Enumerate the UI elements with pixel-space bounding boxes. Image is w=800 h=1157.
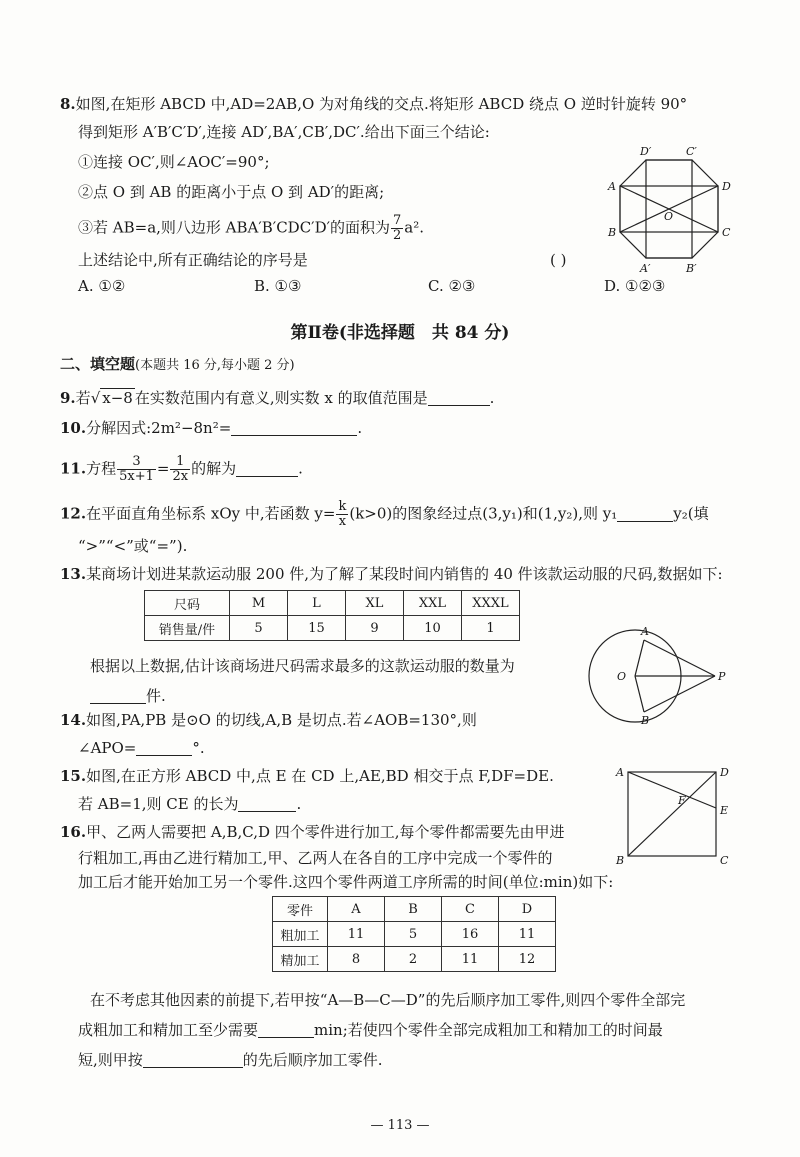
label-b: B: [641, 714, 650, 727]
q8-line1: 8.如图,在矩形 ABCD 中,AD=2AB,O 为对角线的交点.将矩形 ABCD 绕点 O 逆时针旋转 90°: [60, 95, 688, 113]
label-b: B: [608, 226, 617, 239]
table-cell: 1: [462, 616, 520, 641]
q15-line2: 若 AB=1,则 CE 的长为 .: [78, 795, 302, 813]
label-f: F: [678, 794, 686, 807]
radius-oa: [635, 640, 644, 676]
label-c: C: [720, 854, 729, 866]
table-header-cell: B: [385, 897, 442, 922]
q16-line6: 短,则甲按 的先后顺序加工零件.: [78, 1051, 383, 1069]
label-c: C: [722, 226, 731, 239]
q16-answer-blank-1[interactable]: [258, 1022, 314, 1038]
label-b: B: [616, 854, 625, 866]
q8-option-d: D. ①②③: [604, 277, 666, 295]
table-header-cell: C: [442, 897, 499, 922]
table-header-cell: D: [499, 897, 556, 922]
table-header-cell: XXXL: [462, 591, 520, 616]
q8-option-b: B. ①③: [254, 277, 302, 295]
table-cell: 2: [385, 947, 442, 972]
q16-line5: 成粗加工和精加工至少需要 min;若使四个零件全部完成粗加工和精加工的时间最: [78, 1021, 663, 1039]
table-cell: 精加工: [273, 947, 328, 972]
q9-answer-blank[interactable]: [428, 390, 490, 406]
q13-answer-blank[interactable]: [90, 688, 146, 704]
table-header-cell: M: [230, 591, 288, 616]
q14-line2: ∠APO= °.: [78, 739, 205, 757]
q12-answer-blank[interactable]: [617, 506, 673, 522]
table-cell: 11: [442, 947, 499, 972]
part2-heading: 二、填空题(本题共 16 分,每小题 2 分): [60, 355, 295, 373]
label-p: P: [718, 670, 726, 683]
q11-answer-blank[interactable]: [236, 461, 298, 477]
label-d: D: [722, 180, 731, 193]
label-a: A: [616, 766, 624, 779]
q8-conclusion-3: ③若 AB=a,则八边形 ABA′B′CDC′D′的面积为 $\frac{7}{2}$ a².: [78, 213, 425, 243]
table-header-cell: 零件: [273, 897, 328, 922]
page-number: — 113 —: [370, 1118, 430, 1133]
q15-square-figure: [612, 762, 732, 866]
q16-line3: 加工后才能开始加工另一个零件.这四个零件两道工序所需的时间(单位:min)如下:: [78, 873, 614, 891]
q15: 15.如图,在正方形 ABCD 中,点 E 在 CD 上,AE,BD 相交于点 F,DF=DE.: [60, 767, 554, 785]
q13-line3: 件.: [90, 686, 166, 706]
q16: 16.甲、乙两人需要把 A,B,C,D 四个零件进行加工,每个零件都需要先由甲进: [60, 823, 565, 841]
tangent-pb: [644, 676, 715, 712]
label-o: O: [664, 210, 674, 223]
label-a: A: [608, 180, 616, 193]
q14-answer-blank[interactable]: [136, 740, 192, 756]
q11: 11.方程 $\frac{3}{5x+1}$ = $\frac{1}{2x}$ 的解为 .: [60, 454, 303, 484]
table-cell: 10: [404, 616, 462, 641]
table-cell: 16: [442, 922, 499, 947]
table-cell: 11: [328, 922, 385, 947]
table-header-cell: XXL: [404, 591, 462, 616]
table-cell: 11: [499, 922, 556, 947]
label-b-prime: B′: [686, 262, 697, 275]
q14-circle-figure: [585, 622, 735, 728]
q9: 9.若√ x−8 在实数范围内有意义,则实数 x 的取值范围是 .: [60, 389, 495, 407]
label-a-prime: A′: [640, 262, 651, 275]
label-c-prime: C′: [686, 145, 697, 158]
table-cell: 12: [499, 947, 556, 972]
q9-radicand: x−8: [102, 389, 133, 407]
q8-octagon-figure: [600, 140, 740, 280]
q16-line2: 行粗加工,再由乙进行精加工,甲、乙两人在各自的工序中完成一个零件的: [78, 849, 553, 867]
q16-time-table: [272, 896, 556, 972]
q13-line2: 根据以上数据,估计该商场进尺码需求最多的这款运动服的数量为: [90, 657, 515, 675]
q8-number: 8.: [60, 95, 76, 113]
q8-conclusion-2: ②点 O 到 AB 的距离小于点 O 到 AD′的距离;: [78, 183, 385, 201]
q8-conclusion-1: ①连接 OC′,则∠AOC′=90°;: [78, 153, 270, 171]
table-cell: 8: [328, 947, 385, 972]
q8-option-c: C. ②③: [428, 277, 476, 295]
diagonal-bd: [628, 772, 716, 856]
table-cell: 15: [288, 616, 346, 641]
tangent-pa: [644, 640, 715, 676]
table-header-cell: 尺码: [145, 591, 230, 616]
q8-line2: 得到矩形 A′B′C′D′,连接 AD′,BA′,CB′,DC′.给出下面三个结论:: [78, 123, 490, 141]
q10-answer-blank[interactable]: [231, 420, 357, 436]
q15-answer-blank[interactable]: [238, 796, 296, 812]
q14: 14.如图,PA,PB 是⊙O 的切线,A,B 是切点.若∠AOB=130°,则: [60, 711, 477, 729]
table-cell: 粗加工: [273, 922, 328, 947]
label-d: D: [720, 766, 729, 779]
q13-size-table: [144, 590, 520, 641]
radius-ob: [635, 676, 644, 712]
table-header-cell: XL: [346, 591, 404, 616]
q12: 12.在平面直角坐标系 xOy 中,若函数 y= $\frac{k}{x}$ (k>0)的图象经过点(3,y₁)和(1,y₂),则 y₁ y₂(填: [60, 499, 709, 529]
table-cell: 5: [385, 922, 442, 947]
q13: 13.某商场计划进某款运动服 200 件,为了解了某段时间内销售的 40 件该款运动服的尺码,数据如下:: [60, 565, 723, 583]
table-cell: 销售量/件: [145, 616, 230, 641]
q16-answer-blank-2[interactable]: [143, 1052, 243, 1068]
q12-line2: “>”“<”或“=”).: [78, 537, 188, 555]
label-e: E: [720, 804, 729, 817]
table-cell: 5: [230, 616, 288, 641]
table-header-cell: A: [328, 897, 385, 922]
q8-answer-paren: ( ): [550, 251, 567, 269]
section-title: 第Ⅱ卷(非选择题 共 84 分): [290, 323, 510, 343]
q16-line4: 在不考虑其他因素的前提下,若甲按“A—B—C—D”的先后顺序加工零件,则四个零件全部完: [90, 991, 686, 1009]
table-header-cell: L: [288, 591, 346, 616]
q8-ask: 上述结论中,所有正确结论的序号是: [78, 251, 308, 269]
label-d-prime: D′: [640, 145, 652, 158]
label-a: A: [641, 625, 649, 638]
segment-ae: [628, 772, 716, 808]
q8-option-a: A. ①②: [78, 277, 126, 295]
label-o: O: [617, 670, 627, 683]
q8-fraction: $\frac{7}{2}$: [393, 213, 402, 243]
table-cell: 9: [346, 616, 404, 641]
q10: 10.分解因式:2m²−8n²= .: [60, 419, 363, 437]
